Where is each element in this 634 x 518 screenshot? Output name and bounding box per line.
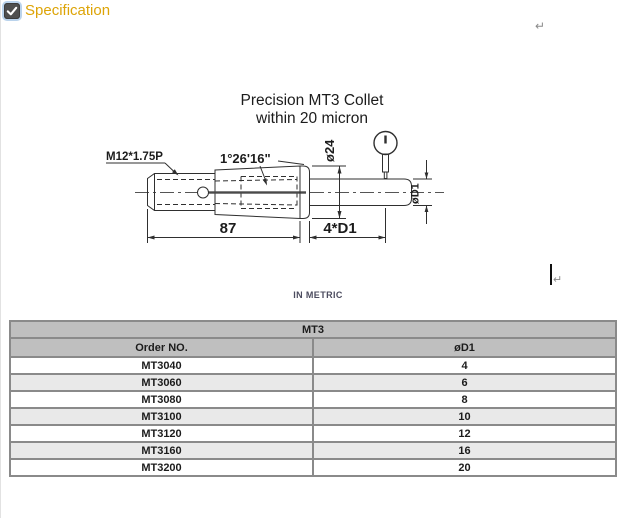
label-od24: ø24	[322, 139, 337, 162]
d1-cell: 6	[313, 374, 616, 391]
unit-note: IN METRIC	[293, 290, 343, 300]
dial-indicator-icon	[374, 132, 397, 179]
thread-callout	[106, 151, 179, 176]
d1-cell: 8	[313, 391, 616, 408]
label-87: 87	[219, 220, 237, 237]
d1-cell: 16	[313, 442, 616, 459]
technical-drawing	[1, 0, 634, 300]
order-no-cell: MT3040	[10, 357, 313, 374]
table-row	[10, 374, 616, 391]
table-row	[10, 391, 616, 408]
order-no-cell: MT3080	[10, 391, 313, 408]
dim-body-length	[148, 209, 301, 243]
label-4xd1: 4*D1	[323, 220, 357, 237]
table-row	[10, 425, 616, 442]
order-no-cell: MT3120	[10, 425, 313, 442]
table-row	[10, 408, 616, 425]
order-no-cell: MT3100	[10, 408, 313, 425]
column-header-order-no: Order NO.	[10, 338, 313, 357]
table-row	[10, 459, 616, 476]
slit-relief-hole	[198, 187, 209, 198]
column-header-d1: øD1	[313, 338, 616, 357]
drawing-title-line2: within 20 micron	[256, 110, 368, 127]
label-taper-angle: 1°26'16"	[220, 151, 271, 166]
d1-cell: 10	[313, 408, 616, 425]
drawing-title-line1: Precision MT3 Collet	[240, 92, 384, 109]
order-no-cell: MT3060	[10, 374, 313, 391]
table-title-row	[10, 321, 616, 338]
dim-shaft-length	[310, 208, 386, 243]
table-header-row	[10, 338, 616, 357]
collet-slit	[208, 191, 306, 193]
d1-cell: 20	[313, 459, 616, 476]
table-title: MT3	[10, 321, 616, 338]
table-row	[10, 357, 616, 374]
d1-cell: 4	[313, 357, 616, 374]
label-thread: M12*1.75P	[106, 151, 163, 163]
text-caret	[550, 264, 552, 285]
spec-table	[9, 320, 617, 477]
section-title: Specification	[25, 2, 111, 19]
order-no-cell: MT3200	[10, 459, 313, 476]
label-od1: øD1	[409, 183, 422, 204]
d1-cell: 12	[313, 425, 616, 442]
paragraph-return-icon: ↵	[535, 19, 546, 33]
order-no-cell: MT3160	[10, 442, 313, 459]
paragraph-return-icon: ↵	[553, 274, 563, 286]
table-row	[10, 442, 616, 459]
